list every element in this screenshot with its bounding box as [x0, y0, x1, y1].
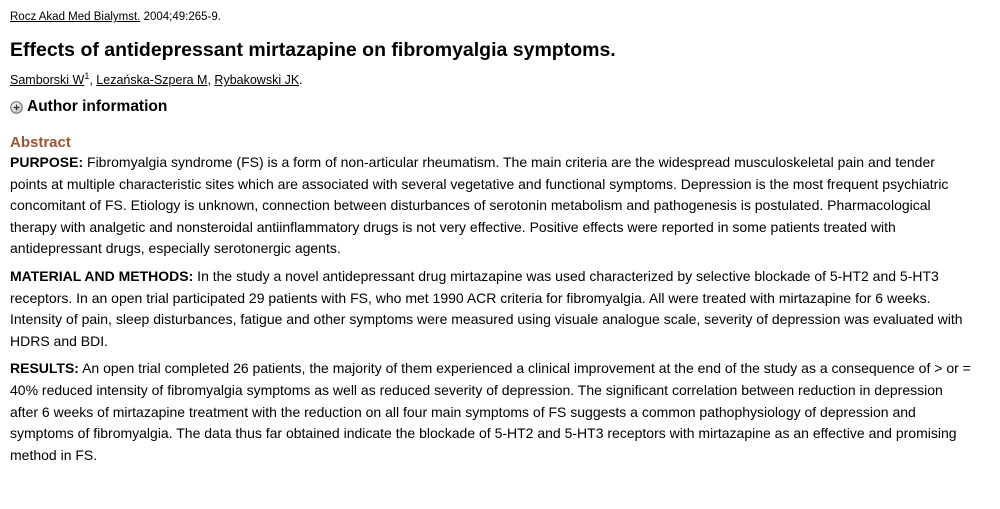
abstract-body	[10, 152, 990, 466]
author-separator: .	[299, 73, 303, 87]
abstract-results	[10, 358, 990, 466]
citation	[10, 10, 990, 24]
author-link-3[interactable]: Rybakowski JK	[214, 73, 300, 87]
journal-link[interactable]: Rocz Akad Med Bialymst.	[10, 11, 141, 23]
author-information-toggle[interactable]	[10, 98, 990, 116]
section-label-purpose: PURPOSE:	[10, 154, 84, 170]
author-separator: ,	[89, 73, 97, 87]
author-link-2[interactable]: Lezańska-Szpera M	[96, 73, 208, 87]
author-link-1[interactable]: Samborski W	[10, 73, 85, 87]
article-title: Effects of antidepressant mirtazapine on fibromyalgia symptoms.	[10, 39, 616, 61]
section-label-results: RESULTS:	[10, 360, 79, 377]
author-list	[10, 72, 990, 88]
citation-details: 2004;49:265-9.	[143, 11, 221, 23]
plus-circle-icon	[10, 101, 23, 114]
author-affiliation-sup: 1	[84, 70, 90, 81]
abstract-methods	[10, 266, 990, 352]
section-text-purpose: Fibromyalgia syndrome (FS) is a form of non-articular rheumatism. The main criteria are the widespread musculoskeletal pain and tender points at multiple characteristic sites which are associated with several vegetative and functional symptoms. Depression is the most frequent psychiatric concomitant of FS. Etiology is unknown, connection between disturbances of serotonin metabolism and pathogenesis is postulated. Pharmacological therapy with analgetic and nonsteroidal antiinflammatory drugs is not very effective. Positive effects were reported in some patients treated with antidepressant drugs, especially serotonergic agents.	[10, 154, 949, 257]
section-text-methods: In the study a novel antidepressant drug mirtazapine was used characterized by selective blockade of 5-HT2 and 5-HT3 receptors. In an open trial participated 29 patients with FS, who met 1990 ACR criteria for fibromyalgia. All were treated with mirtazapine for 6 weeks. Intensity of pain, sleep disturbances, fatigue and other symptoms were measured using visuale analogue scale, severity of depression was evaluated with HDRS and BDI.	[10, 267, 963, 349]
abstract-purpose	[10, 152, 990, 260]
section-text-results: An open trial completed 26 patients, the majority of them experienced a clinical improvement at the end of the study as a consequence of > or = 40% reduced intensity of fibromyalgia symptoms as well as reduced severity of depression. The significant correlation between reduction in depression after 6 weeks of mirtazapine treatment with the reduction on all four main symptoms of FS suggests a common pathophysiology of depression and symptoms of fibromyalgia. The data thus far obtained indicate the blockade of 5-HT2 and 5-HT3 receptors with mirtazapine as an effective and promising method in FS.	[10, 360, 971, 463]
author-separator: ,	[207, 73, 215, 87]
abstract-heading: Abstract	[10, 134, 71, 151]
author-information-label: Author information	[27, 98, 168, 115]
section-label-methods: MATERIAL AND METHODS:	[10, 267, 194, 284]
